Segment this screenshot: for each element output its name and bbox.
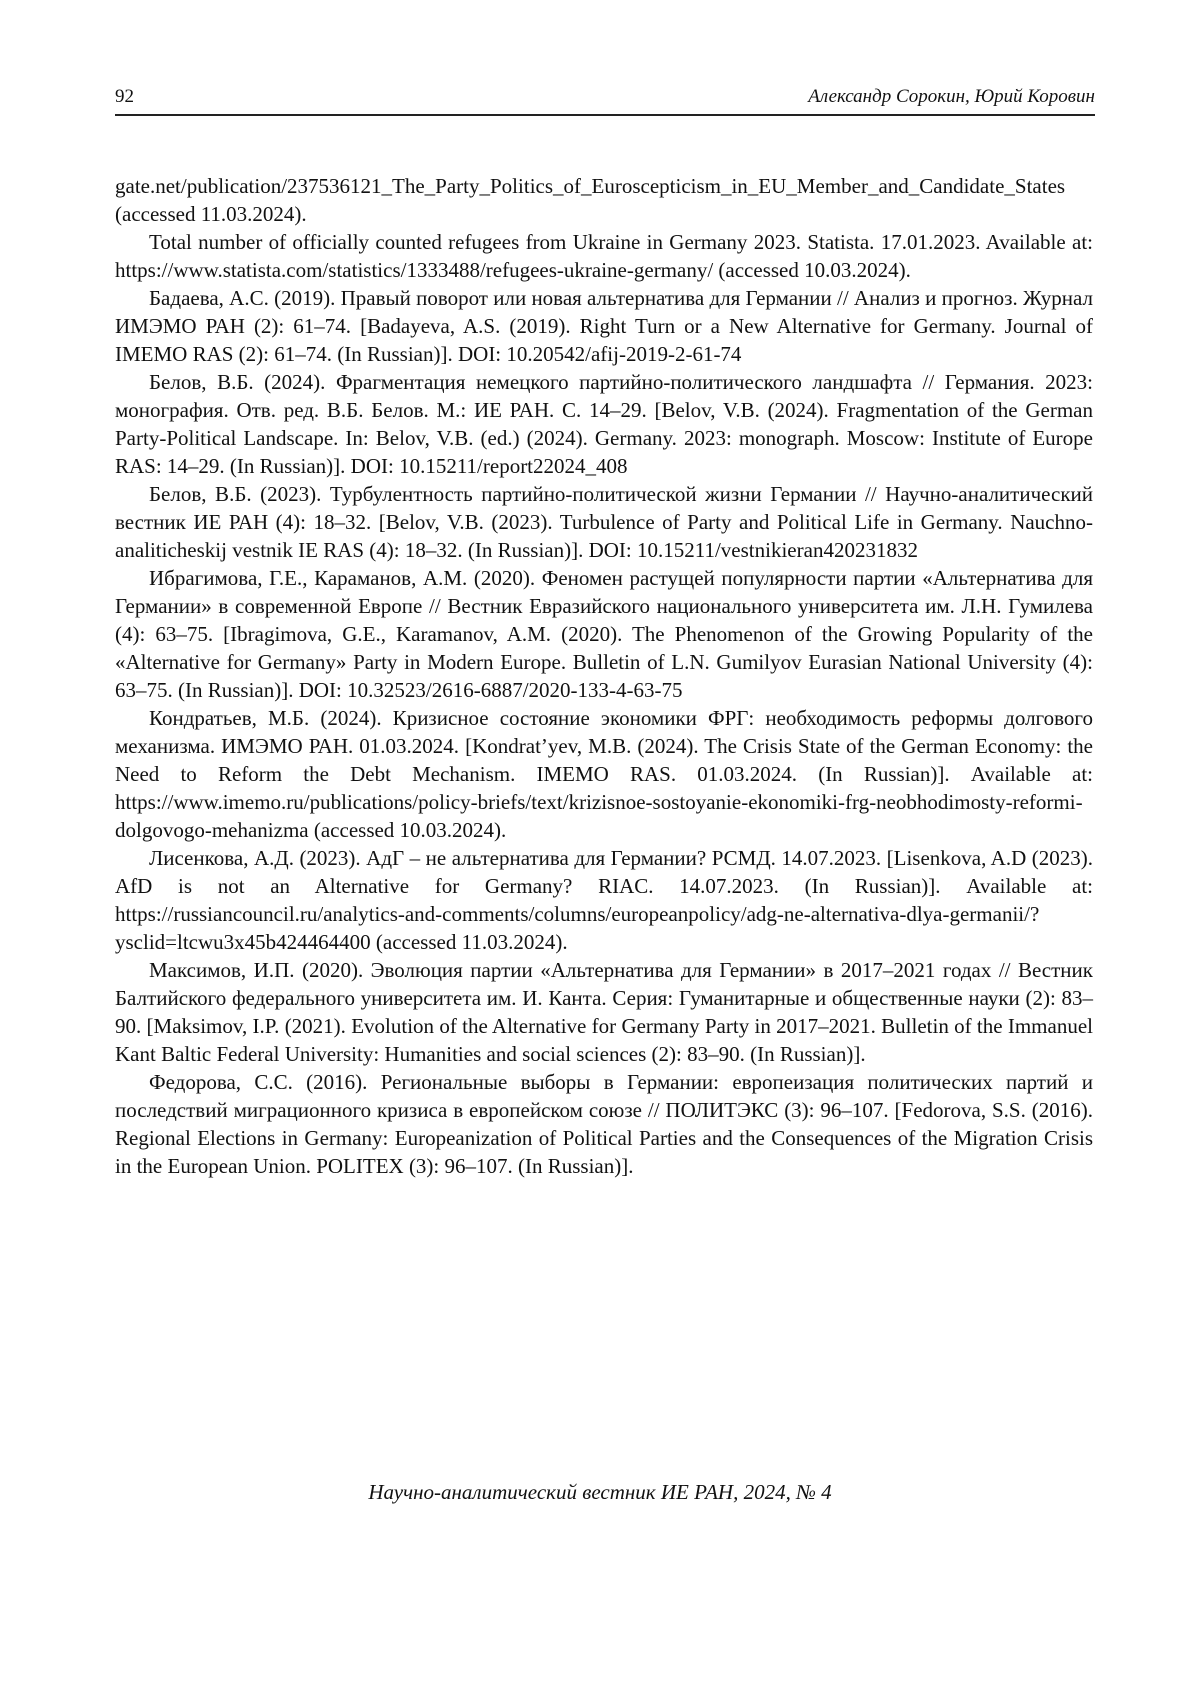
reference-list <box>115 172 1093 1180</box>
reference-item: Лисенкова, А.Д. (2023). АдГ – не альтернатива для Германии? РСМД. 14.07.2023. [Lisenkova, A.D (2023). AfD is not an Alternative for Germany? RIAC. 14.07.2023. (In Russian)]. Available at: https://russiancouncil.ru/analytics-and-comments/columns/europeanpolicy/adg-ne-alternativa-dlya-germanii/?ysclid=ltcwu3x45b424464400 (accessed 11.03.2024). <box>115 846 1093 954</box>
page-footer-journal: Научно-аналитический вестник ИЕ РАН, 2024, № 4 <box>368 1480 832 1504</box>
reference-item: Total number of officially counted refugees from Ukraine in Germany 2023. Statista. 17.01.2023. Available at: https://www.statista.com/statistics/1333488/refugees-ukraine-germany/ (accessed 10.03.2024). <box>115 230 1093 282</box>
page-header <box>115 82 1095 116</box>
reference-item: Ибрагимова, Г.Е., Караманов, А.М. (2020). Феномен растущей популярности партии «Альтернатива для Германии» в современной Европе // Вестник Евразийского национального университета им. Л.Н. Гумилева (4): 63–75. [Ibragimova, G.E., Karamanov, A.M. (2020). The Phenomenon of the Growing Popularity of the «Alternative for Germany» Party in Modern Europe. Bulletin of L.N. Gumilyov Eurasian National University (4): 63–75. (In Russian)]. DOI: 10.32523/2616-6887/2020-133-4-63-75 <box>115 566 1093 702</box>
reference-item: Максимов, И.П. (2020). Эволюция партии «Альтернатива для Германии» в 2017–2021 годах // Вестник Балтийского федерального университета им. И. Канта. Серия: Гуманитарные и общественные науки (2): 83–90. [Maksimov, I.P. (2021). Evolution of the Alternative for Germany Party in 2017–2021. Bulletin of the Immanuel Kant Baltic Federal University: Humanities and social sciences (2): 83–90. (In Russian)]. <box>115 958 1093 1066</box>
reference-item: Белов, В.Б. (2024). Фрагментация немецкого партийно-политического ландшафта // Германия. 2023: монография. Отв. ред. В.Б. Белов. М.: ИЕ РАН. С. 14–29. [Belov, V.B. (2024). Fragmentation of the German Party-Political Landscape. In: Belov, V.B. (ed.) (2024). Germany. 2023: monograph. Moscow: Institute of Europe RAS: 14–29. (In Russian)]. DOI: 10.15211/report22024_408 <box>115 370 1093 478</box>
reference-item: gate.net/publication/237536121_The_Party_Politics_of_Euroscepticism_in_EU_Member_and_Candidate_States (accessed 11.03.2024). <box>115 174 1066 226</box>
page-number: 92 <box>115 86 134 107</box>
reference-item: Белов, В.Б. (2023). Турбулентность партийно-политической жизни Германии // Научно-аналитический вестник ИЕ РАН (4): 18–32. [Belov, V.B. (2023). Turbulence of Party and Political Life in Germany. Nauchno-analiticheskij vestnik IE RAS (4): 18–32. (In Russian)]. DOI: 10.15211/vestnikieran420231832 <box>115 482 1093 562</box>
reference-item: Федорова, С.С. (2016). Региональные выборы в Германии: европеизация политических партий и последствий миграционного кризиса в европейском союзе // ПОЛИТЭКС (3): 96–107. [Fedorova, S.S. (2016). Regional Elections in Germany: Europeanization of Political Parties and the Consequences of the Migration Crisis in the European Union. POLITEX (3): 96–107. (In Russian)]. <box>115 1070 1093 1178</box>
reference-item: Кондратьев, М.Б. (2024). Кризисное состояние экономики ФРГ: необходимость реформы долгового механизма. ИМЭМО РАН. 01.03.2024. [Kondrat’yev, M.B. (2024). The Crisis State of the German Economy: the Need to Reform the Debt Mechanism. IMEMO RAS. 01.03.2024. (In Russian)]. Available at: https://www.imemo.ru/publications/policy-briefs/text/krizisnoe-sostoyanie-ekonomiki-frg-neobhodimosty-reformi-dolgovogo-mehanizma (accessed 10.03.2024). <box>115 706 1093 842</box>
reference-item: Бадаева, А.С. (2019). Правый поворот или новая альтернатива для Германии // Анализ и прогноз. Журнал ИМЭМО РАН (2): 61–74. [Badayeva, A.S. (2019). Right Turn or a New Alternative for Germany. Journal of IMEMO RAS (2): 61–74. (In Russian)]. DOI: 10.20542/afij-2019-2-61-74 <box>115 286 1093 366</box>
running-head-authors: Александр Сорокин, Юрий Коровин <box>808 86 1095 107</box>
